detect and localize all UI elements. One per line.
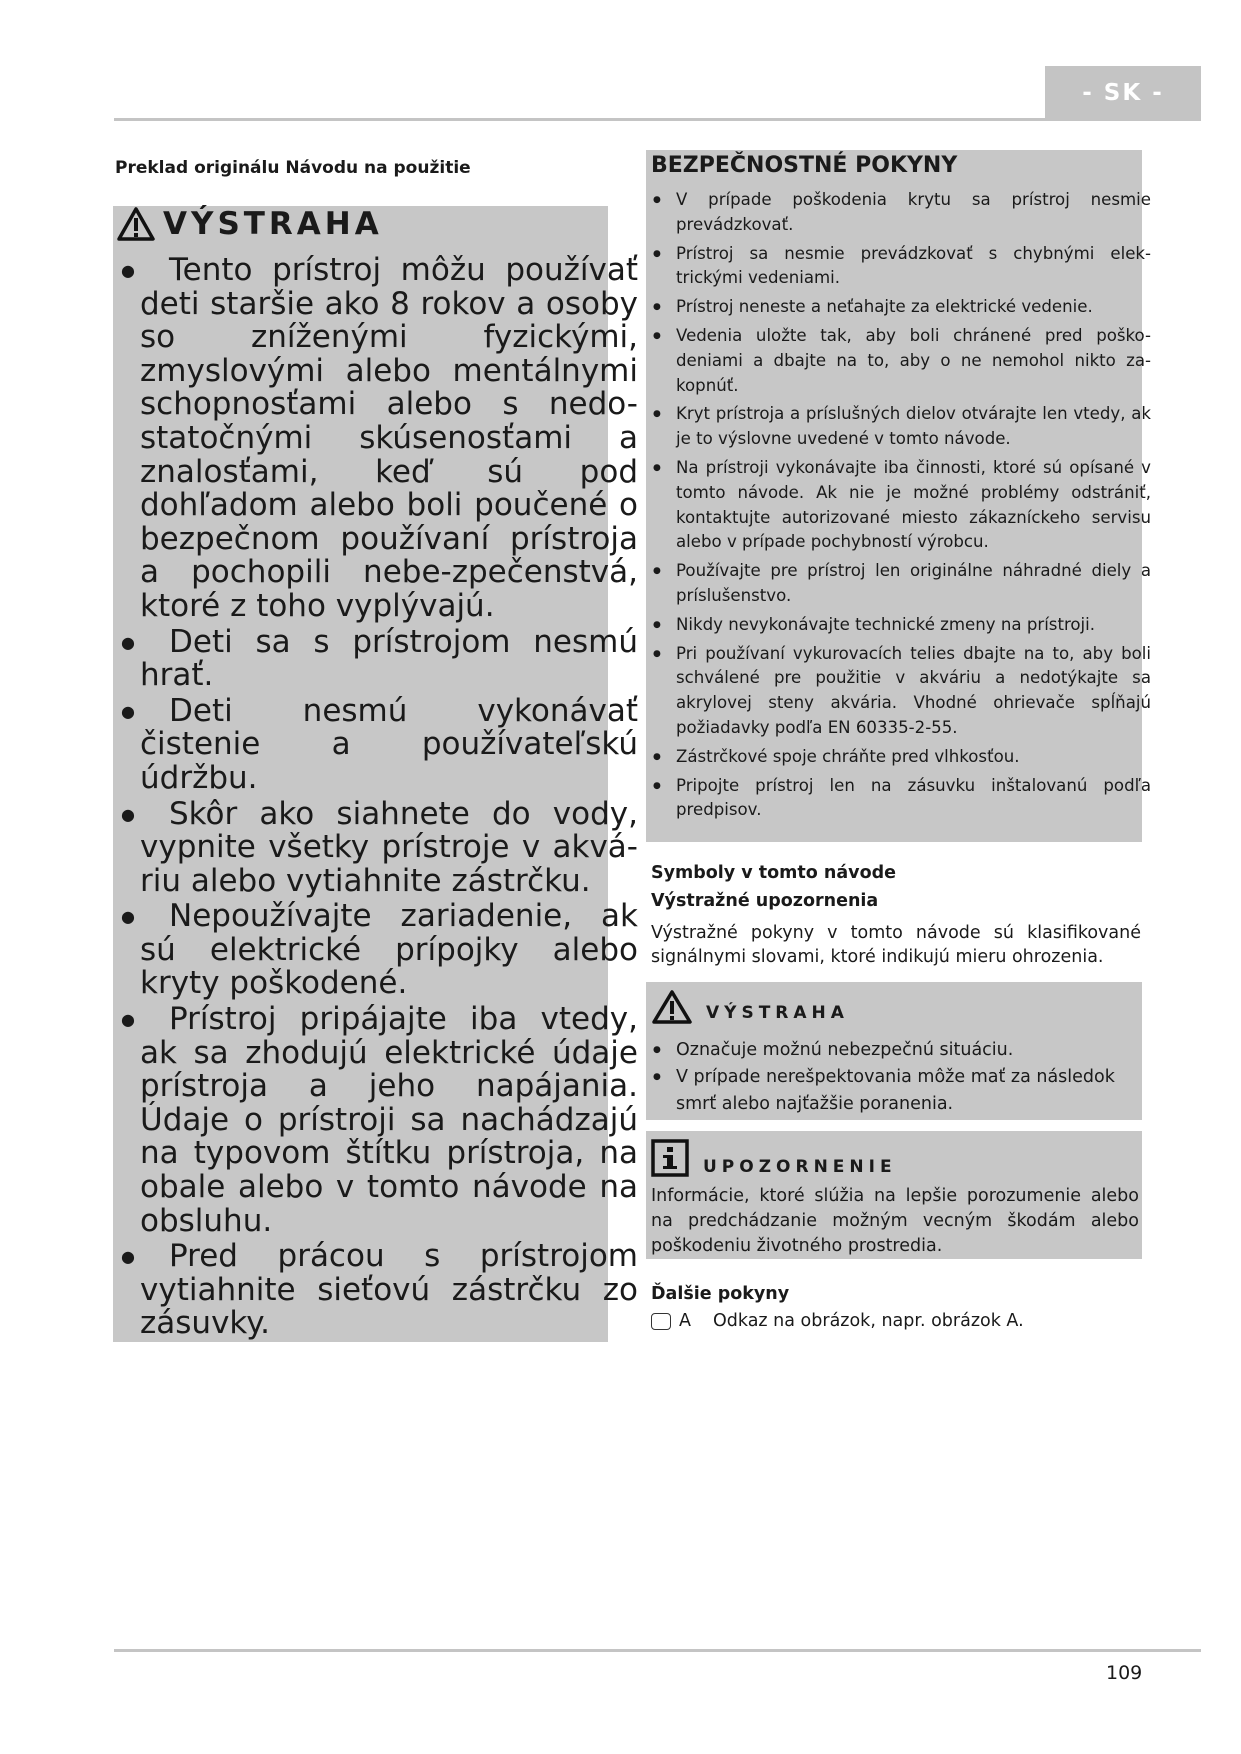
figure-reference-row — [651, 1311, 1024, 1331]
warning-item: ● Deti sa s prístrojom nesmú hrať. — [113, 626, 638, 693]
warning-item: ● Tento prístroj môžu používať deti staršie ako 8 rokov a osoby so zníženými fyzickými, zmyslovými alebo mentálnymi schopnosťami alebo s nedo-statočnými skúsenosťami a znalosťami, keď sú pod dohľadom alebo boli poučené o bezpečnom používaní prístroja a pochopili nebe-zpečenstvá, ktoré z toho vyplývajú. — [113, 254, 638, 624]
page-number: 109 — [1106, 1662, 1143, 1684]
safety-item: ● Na prístroji vykonávajte iba činnosti, ktoré sú opísané v tomto návode. Ak nie je možné problémy odstrániť, kontaktujte autorizované miesto zákazníckeho servisu alebo v prípade pochybností výrobcu. — [651, 456, 1151, 555]
safety-item: ● Zástrčkové spoje chráňte pred vlhkosťou. — [651, 745, 1151, 770]
header-rule — [114, 118, 1201, 121]
figure-reference-icon — [651, 1313, 671, 1330]
language-tab — [1045, 66, 1201, 120]
footer-rule — [114, 1649, 1201, 1652]
language-label: - SK - — [1082, 80, 1164, 106]
document-title: Preklad originálu Návodu na použitie — [115, 158, 471, 178]
symbols-paragraph: Výstražné pokyny v tomto návode sú klasifikované signálnymi slovami, ktoré indikujú mieru ohrozenia. — [651, 923, 1141, 967]
info-icon — [651, 1139, 689, 1177]
safety-item: ● Používajte pre prístroj len originálne náhradné diely a príslušenstvo. — [651, 559, 1151, 609]
warning-header — [117, 206, 383, 242]
warning-title: VÝSTRAHA — [163, 206, 383, 242]
safety-list — [651, 188, 1151, 827]
small-warning-list — [651, 1037, 1151, 1118]
small-warning-title: VÝSTRAHA — [706, 1003, 849, 1023]
warning-item: ● Pred prácou s prístrojom vytiahnite sieťovú zástrčku zo zásuvky. — [113, 1240, 638, 1341]
warning-triangle-icon — [117, 207, 155, 241]
safety-item: ● Vedenia uložte tak, aby boli chránené pred poško-deniami a dbajte na to, aby o ne nemohol nikto za-kopnúť. — [651, 324, 1151, 398]
note-text: Informácie, ktoré slúžia na lepšie porozumenie alebo na predchádzanie možným vecným škodám alebo poškodeniu životného prostredia. — [651, 1186, 1139, 1256]
safety-item: ● Kryt prístroja a príslušných dielov otvárajte len vtedy, ak je to výslovne uvedené v tomto návode. — [651, 402, 1151, 452]
warning-item: ● Skôr ako siahnete do vody, vypnite všetky prístroje v akvá-riu alebo vytiahnite zástrčku. — [113, 798, 638, 899]
safety-item: ● Pri používaní vykurovacích telies dbajte na to, aby boli schválené pre použitie v akváriu a nedotýkajte sa akrylovej steny akvária. Vhodné ohrievače spĺňajú požiadavky podľa EN 60335-2-55. — [651, 642, 1151, 741]
figure-reference-letter: A — [679, 1311, 691, 1331]
warning-item: ● Deti nesmú vykonávať čistenie a používateľskú údržbu. — [113, 695, 638, 796]
safety-item: ● Prístroj neneste a neťahajte za elektrické vedenie. — [651, 295, 1151, 320]
warning-list — [113, 254, 638, 1343]
safety-item: ● Nikdy nevykonávajte technické zmeny na prístroji. — [651, 613, 1151, 638]
warning-triangle-icon — [652, 990, 692, 1024]
safety-item: ● V prípade poškodenia krytu sa prístroj nesmie prevádzkovať. — [651, 188, 1151, 238]
symbols-subheading: Výstražné upozornenia — [651, 891, 879, 911]
warning-item: ● Nepoužívajte zariadenie, ak sú elektrické prípojky alebo kryty poškodené. — [113, 900, 638, 1001]
figure-reference-text: Odkaz na obrázok, napr. obrázok A. — [713, 1311, 1024, 1331]
small-warning-item: ● V prípade nerešpektovania môže mať za následok smrť alebo najťažšie poranenia. — [651, 1064, 1151, 1118]
safety-item: ● Pripojte prístroj len na zásuvku inštalovanú podľa predpisov. — [651, 774, 1151, 824]
further-heading: Ďalšie pokyny — [651, 1284, 790, 1304]
small-warning-header — [652, 990, 849, 1024]
safety-item: ● Prístroj sa nesmie prevádzkovať s chybnými elek-trickými vedeniami. — [651, 242, 1151, 292]
note-header — [651, 1139, 897, 1177]
symbols-heading: Symboly v tomto návode — [651, 863, 896, 883]
small-warning-item: ● Označuje možnú nebezpečnú situáciu. — [651, 1037, 1151, 1064]
note-title: UPOZORNENIE — [703, 1157, 897, 1177]
safety-title: BEZPEČNOSTNÉ POKYNY — [651, 153, 958, 178]
warning-item: ● Prístroj pripájajte iba vtedy, ak sa zhodujú elektrické údaje prístroja a jeho napájania. Údaje o prístroji sa nachádzajú na typovom štítku prístroja, na obale alebo v tomto návode na obsluhu. — [113, 1003, 638, 1238]
